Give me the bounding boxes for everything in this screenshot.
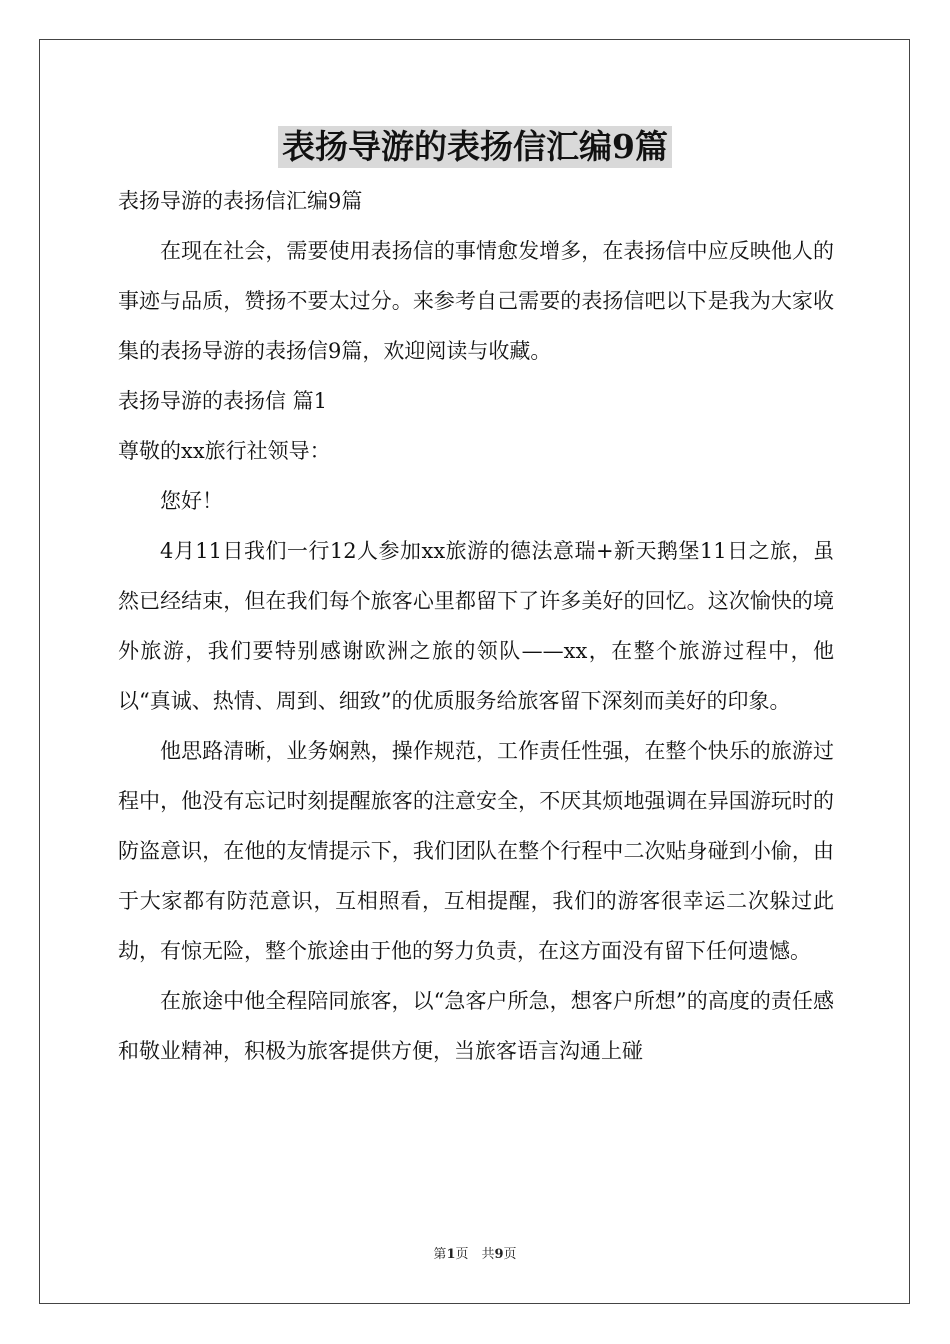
page-number-middle: 页 共 bbox=[455, 1247, 495, 1262]
page-number-suffix: 页 bbox=[503, 1247, 517, 1262]
page-number-prefix: 第 bbox=[433, 1247, 447, 1262]
title-container bbox=[0, 126, 950, 168]
paragraph: 他思路清晰，业务娴熟，操作规范，工作责任性强，在整个快乐的旅游过程中，他没有忘记时刻提醒旅客的注意安全，不厌其烦地强调在异国游玩时的防盗意识，在他的友情提示下，我们团队在整个行程中二次贴身碰到小偷，由于大家都有防范意识，互相照看，互相提醒，我们的游客很幸运二次躲过此劫，有惊无险，整个旅途由于他的努力负责，在这方面没有留下任何遗憾。 bbox=[118, 739, 834, 963]
paragraph: 在旅途中他全程陪同旅客，以“急客户所急，想客户所想”的高度的责任感和敬业精神，积极为旅客提供方便，当旅客语言沟通上碰 bbox=[118, 989, 834, 1063]
paragraph: 您好！ bbox=[160, 489, 223, 513]
paragraph: 4月11日我们一行12人参加xx旅游的德法意瑞+新天鹅堡11日之旅，虽然已经结束，但在我们每个旅客心里都留下了许多美好的回忆。这次愉快的境外旅游，我们要特别感谢欧洲之旅的领队——xx，在整个旅游过程中，他以“真诚、热情、周到、细致”的优质服务给旅客留下深刻而美好的印象。 bbox=[118, 539, 834, 713]
page-footer bbox=[0, 1243, 950, 1262]
paragraph: 表扬导游的表扬信 篇1 bbox=[118, 389, 328, 413]
paragraph: 尊敬的xx旅行社领导： bbox=[118, 439, 331, 463]
page-number-current: 1 bbox=[446, 1247, 456, 1262]
page-number-total: 9 bbox=[494, 1247, 504, 1262]
paragraph: 表扬导游的表扬信汇编9篇 bbox=[118, 189, 363, 213]
document-title: 表扬导游的表扬信汇编9篇 bbox=[278, 126, 672, 168]
document-body bbox=[118, 176, 834, 1076]
paragraph: 在现在社会，需要使用表扬信的事情愈发增多，在表扬信中应反映他人的事迹与品质，赞扬不要太过分。来参考自己需要的表扬信吧以下是我为大家收集的表扬导游的表扬信9篇，欢迎阅读与收藏。 bbox=[118, 239, 834, 363]
